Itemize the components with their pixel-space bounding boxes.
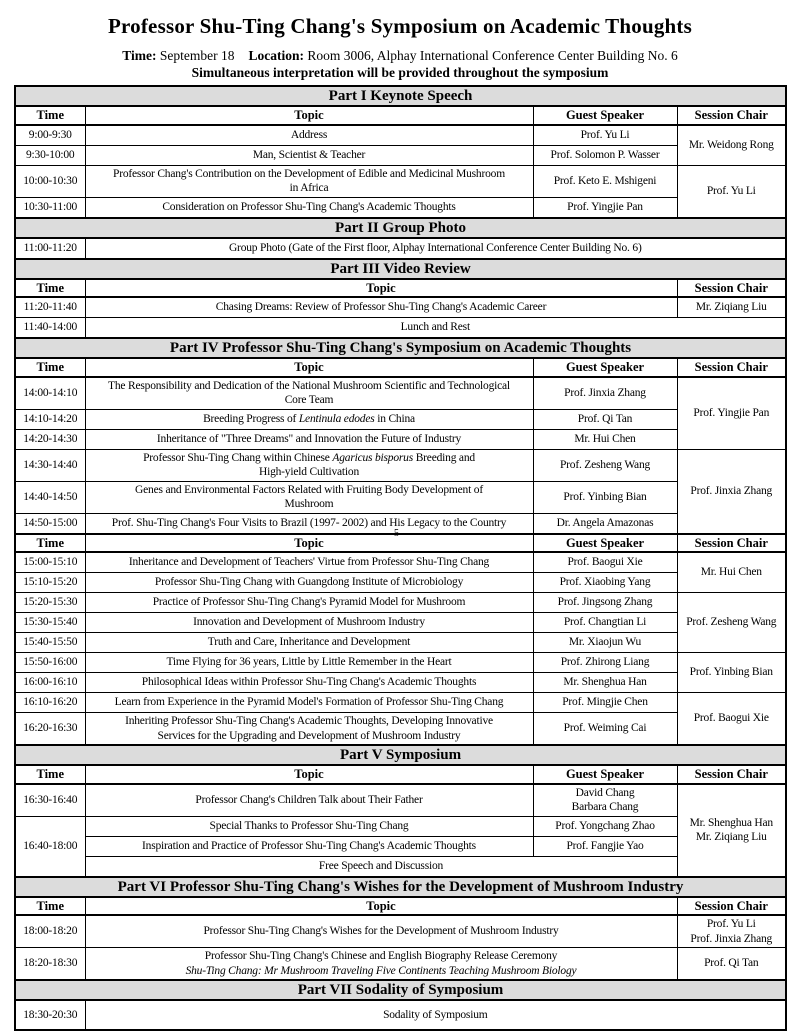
column-header-row [15, 897, 786, 916]
section-title: Part I Keynote Speech [15, 86, 786, 106]
section-title-row [15, 877, 786, 897]
chair-cell: Prof. Baogui Xie [677, 693, 786, 746]
time-cell: 15:50-16:00 [15, 653, 85, 673]
time-cell: 11:00-11:20 [15, 238, 85, 259]
section-title: Part VI Professor Shu-Ting Chang's Wishes for the Development of Mushroom Industry [15, 877, 786, 897]
time-cell: 11:20-11:40 [15, 297, 85, 318]
topic-cell: Practice of Professor Shu-Ting Chang's Pyramid Model for Mushroom [85, 593, 533, 613]
chair-column-header: Session Chair [677, 534, 786, 553]
topic-cell: Professor Shu-Ting Chang's Wishes for the Development of Mushroom Industry [85, 915, 677, 948]
table-row [15, 713, 786, 746]
section-title-row [15, 218, 786, 238]
location-label: Location: [248, 48, 304, 63]
chair-cell: Prof. Yingjie Pan [677, 377, 786, 450]
speaker-column-header: Guest Speaker [533, 765, 677, 784]
time-cell: 16:10-16:20 [15, 693, 85, 713]
speaker-cell: Prof. Yu Li [533, 125, 677, 146]
column-header-row [15, 358, 786, 377]
speaker-cell: Prof. Xiaobing Yang [533, 573, 677, 593]
speaker-cell: Dr. Angela Amazonas [533, 513, 677, 534]
table-row [15, 429, 786, 449]
table-row [15, 915, 786, 948]
location-value: Room 3006, Alphay International Conference Center Building No. 6 [307, 48, 678, 63]
speaker-cell: Prof. Jingsong Zhang [533, 593, 677, 613]
table-row [15, 297, 786, 318]
speaker-cell: Prof. Baogui Xie [533, 552, 677, 573]
column-header-row [15, 765, 786, 784]
stray-page-number: 5 [394, 528, 399, 539]
topic-cell: Professor Shu-Ting Chang with Guangdong Institute of Microbiology [85, 573, 533, 593]
time-column-header: Time [15, 358, 85, 377]
table-row [15, 513, 786, 534]
time-cell: 11:40-14:00 [15, 318, 85, 339]
chair-cell: Prof. Jinxia Zhang [677, 449, 786, 534]
time-cell: 16:00-16:10 [15, 673, 85, 693]
speaker-cell: Prof. Fangjie Yao [533, 836, 677, 856]
schedule-table-body [15, 86, 786, 1030]
time-cell: 18:20-18:30 [15, 948, 85, 981]
speaker-cell: Prof. Jinxia Zhang [533, 377, 677, 410]
table-row [15, 593, 786, 613]
topic-cell: Inheritance of "Three Dreams" and Innovation the Future of Industry [85, 429, 533, 449]
speaker-cell: Prof. Zhirong Liang [533, 653, 677, 673]
time-cell: 15:10-15:20 [15, 573, 85, 593]
table-row [15, 693, 786, 713]
topic-cell: Consideration on Professor Shu-Ting Chang's Academic Thoughts [85, 197, 533, 218]
time-label: Time: [122, 48, 157, 63]
table-row [15, 784, 786, 817]
table-row [15, 377, 786, 410]
topic-cell: Professor Shu-Ting Chang within Chinese Agaricus bisporus Breeding and High-yield Cultivation [85, 449, 533, 481]
topic-cell: Sodality of Symposium [85, 1000, 786, 1030]
chair-column-header: Session Chair [677, 897, 786, 916]
column-header-row [15, 106, 786, 125]
speaker-cell: Prof. Keto E. Mshigeni [533, 165, 677, 197]
time-column-header: Time [15, 897, 85, 916]
time-cell: 10:30-11:00 [15, 197, 85, 218]
topic-cell: Professor Shu-Ting Chang's Chinese and English Biography Release Ceremony Shu-Ting Chang: Mr Mushroom Traveling Five Continents Teaching Mushroom Biology [85, 948, 677, 981]
document-page [0, 14, 800, 1021]
topic-cell: Philosophical Ideas within Professor Shu-Ting Chang's Academic Thoughts [85, 673, 533, 693]
column-header-row [15, 534, 786, 553]
time-cell: 15:40-15:50 [15, 633, 85, 653]
time-cell: 9:00-9:30 [15, 125, 85, 146]
time-cell: 16:20-16:30 [15, 713, 85, 746]
time-cell: 14:40-14:50 [15, 481, 85, 513]
topic-cell: Chasing Dreams: Review of Professor Shu-Ting Chang's Academic Career [85, 297, 677, 318]
time-cell: 14:20-14:30 [15, 429, 85, 449]
chair-cell: Prof. Yu Li [677, 165, 786, 218]
speaker-cell: Prof. Zesheng Wang [533, 449, 677, 481]
topic-cell: The Responsibility and Dedication of the National Mushroom Scientific and Technological Core Team [85, 377, 533, 410]
speaker-cell: Mr. Hui Chen [533, 429, 677, 449]
topic-column-header: Topic [85, 765, 533, 784]
time-cell: 14:50-15:00 [15, 513, 85, 534]
speaker-cell: Prof. Qi Tan [533, 409, 677, 429]
section-title: Part II Group Photo [15, 218, 786, 238]
time-cell: 15:00-15:10 [15, 552, 85, 573]
speaker-cell: Prof. Yingjie Pan [533, 197, 677, 218]
topic-cell: Inheritance and Development of Teachers' Virtue from Professor Shu-Ting Chang [85, 552, 533, 573]
section-title-row [15, 980, 786, 1000]
speaker-cell: Prof. Solomon P. Wasser [533, 145, 677, 165]
time-cell: 14:00-14:10 [15, 377, 85, 410]
chair-cell: Prof. Yinbing Bian [677, 653, 786, 693]
speaker-cell: Prof. Yongchang Zhao [533, 816, 677, 836]
table-row [15, 673, 786, 693]
table-row [15, 318, 786, 339]
chair-column-header: Session Chair [677, 358, 786, 377]
page-title: Professor Shu-Ting Chang's Symposium on Academic Thoughts [108, 14, 692, 38]
section-title-row [15, 86, 786, 106]
topic-cell: Inheriting Professor Shu-Ting Chang's Academic Thoughts, Developing Innovative Services for the Upgrading and Development of Mushroom Industry [85, 713, 533, 746]
topic-cell: Breeding Progress of Lentinula edodes in China [85, 409, 533, 429]
info-line [0, 48, 800, 64]
topic-column-header: Topic [85, 279, 677, 298]
section-title-row [15, 259, 786, 279]
time-cell: 14:30-14:40 [15, 449, 85, 481]
speaker-cell: Prof. Mingjie Chen [533, 693, 677, 713]
table-row [15, 125, 786, 146]
topic-cell: Professor Chang's Contribution on the Development of Edible and Medicinal Mushroom in Africa [85, 165, 533, 197]
time-column-header: Time [15, 106, 85, 125]
time-cell: 16:40-18:00 [15, 816, 85, 877]
speaker-cell: David Chang Barbara Chang [533, 784, 677, 817]
chair-cell: Prof. Zesheng Wang [677, 593, 786, 653]
time-cell: 16:30-16:40 [15, 784, 85, 817]
table-row [15, 653, 786, 673]
topic-cell: Inspiration and Practice of Professor Shu-Ting Chang's Academic Thoughts [85, 836, 533, 856]
section-title: Part VII Sodality of Symposium [15, 980, 786, 1000]
topic-column-header: Topic [85, 534, 533, 553]
section-title-row [15, 338, 786, 358]
chair-cell: Mr. Shenghua Han Mr. Ziqiang Liu [677, 784, 786, 877]
topic-cell: Learn from Experience in the Pyramid Model's Formation of Professor Shu-Ting Chang [85, 693, 533, 713]
table-row [15, 145, 786, 165]
time-column-header: Time [15, 534, 85, 553]
topic-cell: Prof. Shu-Ting Chang's Four Visits to Brazil (1997- 2002) and His Legacy to the Country [85, 513, 533, 534]
topic-column-header: Topic [85, 106, 533, 125]
interpretation-note: Simultaneous interpretation will be provided throughout the symposium [191, 65, 609, 80]
table-row [15, 1000, 786, 1030]
topic-column-header: Topic [85, 897, 677, 916]
time-cell: 9:30-10:00 [15, 145, 85, 165]
time-column-header: Time [15, 765, 85, 784]
chair-column-header: Session Chair [677, 279, 786, 298]
speaker-column-header: Guest Speaker [533, 534, 677, 553]
speaker-cell: Mr. Shenghua Han [533, 673, 677, 693]
chair-cell: Prof. Yu Li Prof. Jinxia Zhang [677, 915, 786, 948]
chair-cell: Prof. Qi Tan [677, 948, 786, 981]
time-cell: 14:10-14:20 [15, 409, 85, 429]
section-title: Part III Video Review [15, 259, 786, 279]
topic-cell: Professor Chang's Children Talk about Their Father [85, 784, 533, 817]
section-title: Part IV Professor Shu-Ting Chang's Symposium on Academic Thoughts [15, 338, 786, 358]
chair-column-header: Session Chair [677, 106, 786, 125]
schedule-table [14, 85, 787, 1031]
speaker-column-header: Guest Speaker [533, 358, 677, 377]
speaker-cell: Prof. Changtian Li [533, 613, 677, 633]
topic-cell: Special Thanks to Professor Shu-Ting Chang [85, 816, 533, 836]
topic-cell: Man, Scientist & Teacher [85, 145, 533, 165]
topic-cell: Group Photo (Gate of the First floor, Alphay International Conference Center Building No. 6) [85, 238, 786, 259]
table-row [15, 409, 786, 429]
time-cell: 18:00-18:20 [15, 915, 85, 948]
table-row [15, 238, 786, 259]
table-row [15, 165, 786, 197]
time-value: September 18 [159, 48, 235, 63]
topic-cell: Truth and Care, Inheritance and Development [85, 633, 533, 653]
table-row [15, 816, 786, 836]
chair-cell: Mr. Ziqiang Liu [677, 297, 786, 318]
section-title: Part V Symposium [15, 745, 786, 765]
time-cell: 15:20-15:30 [15, 593, 85, 613]
time-cell: 10:00-10:30 [15, 165, 85, 197]
speaker-cell: Prof. Weiming Cai [533, 713, 677, 746]
table-row [15, 481, 786, 513]
table-row [15, 633, 786, 653]
speaker-cell: Prof. Yinbing Bian [533, 481, 677, 513]
column-header-row [15, 279, 786, 298]
topic-cell: Address [85, 125, 533, 146]
chair-column-header: Session Chair [677, 765, 786, 784]
table-row [15, 197, 786, 218]
speaker-cell: Mr. Xiaojun Wu [533, 633, 677, 653]
topic-cell: Genes and Environmental Factors Related with Fruiting Body Development of Mushroom [85, 481, 533, 513]
topic-cell: Time Flying for 36 years, Little by Little Remember in the Heart [85, 653, 533, 673]
table-row [15, 836, 786, 856]
time-cell: 18:30-20:30 [15, 1000, 85, 1030]
table-row [15, 552, 786, 573]
table-row [15, 613, 786, 633]
chair-cell: Mr. Weidong Rong [677, 125, 786, 166]
chair-cell: Mr. Hui Chen [677, 552, 786, 593]
topic-cell: Lunch and Rest [85, 318, 786, 339]
section-title-row [15, 745, 786, 765]
table-row [15, 948, 786, 981]
topic-column-header: Topic [85, 358, 533, 377]
topic-cell: Free Speech and Discussion [85, 856, 677, 877]
time-cell: 15:30-15:40 [15, 613, 85, 633]
table-row [15, 856, 786, 877]
topic-cell: Innovation and Development of Mushroom Industry [85, 613, 533, 633]
speaker-column-header: Guest Speaker [533, 106, 677, 125]
time-column-header: Time [15, 279, 85, 298]
table-row [15, 449, 786, 481]
table-row [15, 573, 786, 593]
